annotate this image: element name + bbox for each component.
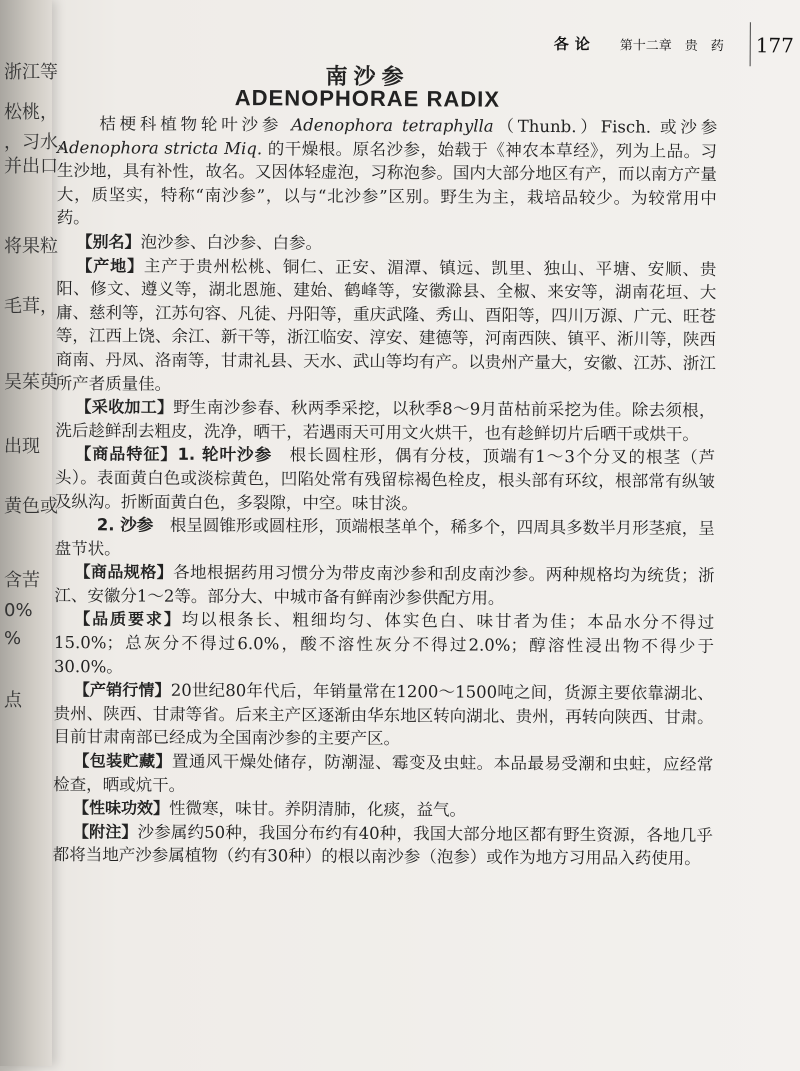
section-text: 野生南沙参春、秋两季采挖，以秋季8～9月苗枯前采挖为佳。除去须根，洗后趁鲜刮去粗皮，洗净，晒干，若遇雨天可用文火烘干，也有趁鲜切片后晒干或烘干。 [55, 397, 716, 444]
intro-text: 桔梗科植物轮叶沙参 [99, 114, 292, 135]
book-page [51, 0, 799, 1071]
section-text: 性微寒，味甘。养阴清肺，化痰，益气。 [169, 798, 467, 820]
feature-item-label: 2. 沙参 [96, 515, 154, 535]
section-text: 根呈圆锥形或圆柱形，顶端根茎单个，稀多个，四周具多数半月形茎痕，呈盘节状。 [54, 515, 715, 559]
section-text: 各地根据药用习惯分为带皮南沙参和刮皮南沙参。两种规格均为统货；浙江、安徽分1～2等。部分大、中城市备有鲜南沙参供配方用。 [54, 562, 715, 608]
intro-paragraph [57, 112, 718, 234]
intro-text: 的干燥根。原名沙参，始载于《神农本草经》，列为上品。习生沙地，具有补性，故名。又因体轻虚泡，习称泡参。国内大部分地区有产，而以南方产量大，质坚实，特称“南沙参”，以与“北沙参”区别。野生为主，栽培品较少。为较常用中药。 [56, 138, 718, 228]
entry-title-latin: ADENOPHORAE RADIX [234, 85, 501, 112]
previous-page-edge [0, 0, 76, 1066]
prev-page-fragment: 点 [4, 690, 22, 711]
prev-page-fragment: % [4, 628, 22, 649]
prev-page-fragment: 将果粒 [4, 236, 58, 257]
note-paragraph [53, 820, 713, 871]
latin-name: Adenophora tetraphylla [291, 115, 494, 136]
prev-page-fragment: 松桃， [4, 102, 58, 123]
section-text: 沙参属约50种，我国分布约有40种，我国大部分地区都有野生资源，各地几乎都将当地产沙参属植物（约有30种）的根以南沙参（泡参）或作为地方习用品入药使用。 [52, 822, 713, 869]
page-number: 177 [755, 33, 794, 58]
section-tag: 【采收加工】 [75, 397, 174, 417]
latin-name: Adenophora stricta Miq. [57, 137, 263, 158]
prev-page-fragment: 吴茱萸 [4, 372, 58, 393]
specs-paragraph [54, 560, 714, 611]
storage-paragraph [53, 749, 713, 800]
section-tag: 【商品特征】 [75, 444, 178, 465]
prev-page-fragment: 并出口 [4, 156, 58, 177]
section-text: 置通风干燥处储存，防潮湿、霉变及虫蛀。本品最易受潮和虫蛀，应经常检查，晒或炕干。 [53, 751, 714, 795]
features-paragraph [55, 442, 715, 517]
prev-page-fragment: 黄色或 [4, 496, 58, 517]
running-head [528, 33, 798, 65]
feature-item-label: 1. 轮叶沙参 [177, 445, 273, 465]
section-tag: 【商品规格】 [74, 562, 174, 582]
prev-page-fragment: 含苦 [4, 570, 40, 591]
section-tag: 【品质要求】 [74, 609, 182, 630]
section-tag: 【产地】 [76, 255, 144, 276]
prev-page-fragment: 毛茸， [4, 296, 58, 317]
chapter-label: 第十二章 贵 药 [619, 38, 724, 55]
intro-text: （Thunb.）Fisch. 或沙参 [493, 116, 718, 138]
section-label: 各论 [553, 35, 596, 54]
section-text: 根长圆柱形，偶有分枝，顶端有1～3个分叉的根茎（芦头）。表面黄白色或淡棕黄色，凹陷处常有残留棕褐色栓皮，根头部有环纹，根部常有纵皱及纵沟。折断面黄白色，多裂隙，中空。味甘淡。 [54, 445, 716, 513]
header-divider [750, 22, 751, 66]
section-tag: 【产销行情】 [73, 680, 171, 700]
prev-page-fragment: 出现 [4, 436, 40, 457]
features-paragraph-2 [55, 513, 715, 564]
market-paragraph [53, 678, 713, 753]
prev-page-fragment: ，习水、 [4, 132, 76, 153]
alias-paragraph [56, 230, 716, 258]
harvest-paragraph [55, 395, 715, 446]
section-tag: 【别名】 [76, 232, 141, 252]
prev-page-fragment: 浙江等 [4, 62, 58, 83]
prev-page-fragment: 0% [4, 600, 33, 621]
entry-body [53, 112, 718, 871]
section-tag: 【性味功效】 [73, 798, 170, 818]
section-text: 均以根条长、粗细均匀、体实色白、味甘者为佳；本品水分不得过15.0%；总灰分不得过6.0%，酸不溶性灰分不得过2.0%；醇溶性浸出物不得少于30.0%。 [53, 610, 715, 677]
section-text: 泡沙参、白沙参、白参。 [140, 232, 323, 253]
entry-title-chinese: 南沙参 [325, 64, 410, 91]
quality-paragraph [54, 607, 714, 682]
section-tag: 【包装贮藏】 [73, 751, 173, 771]
section-tag: 【附注】 [72, 821, 138, 842]
section-text: 主产于贵州松桃、铜仁、正安、湄潭、镇远、凯里、独山、平塘、安顺、贵阳、修文、遵义等，湖北恩施、建始、鹤峰等，安徽滁县、全椒、来安等，湖南花垣、大庸、慈利等，江苏句容、凡徒、丹阳等，重庆武隆、秀山、酉阳等，四川万源、广元、旺苍等，江西上饶、余江、新干等，浙江临安、淳安、建德等，河南西陕、镇平、淅川等，陕西商南、丹凤、洛南等，甘肃礼县、天水、武山等均有产。以贵州产量大，安徽、江苏、浙江所产者质量佳。 [55, 256, 717, 394]
section-text: 20世纪80年代后，年销量常在1200～1500吨之间，货源主要依靠湖北、贵州、陕西、甘肃等省。后来主产区逐渐由华东地区转向湖北、贵州，再转向陕西、甘肃。目前甘肃南部已经成为全国南沙参的主要产区。 [53, 680, 714, 749]
origin-paragraph [56, 254, 717, 400]
